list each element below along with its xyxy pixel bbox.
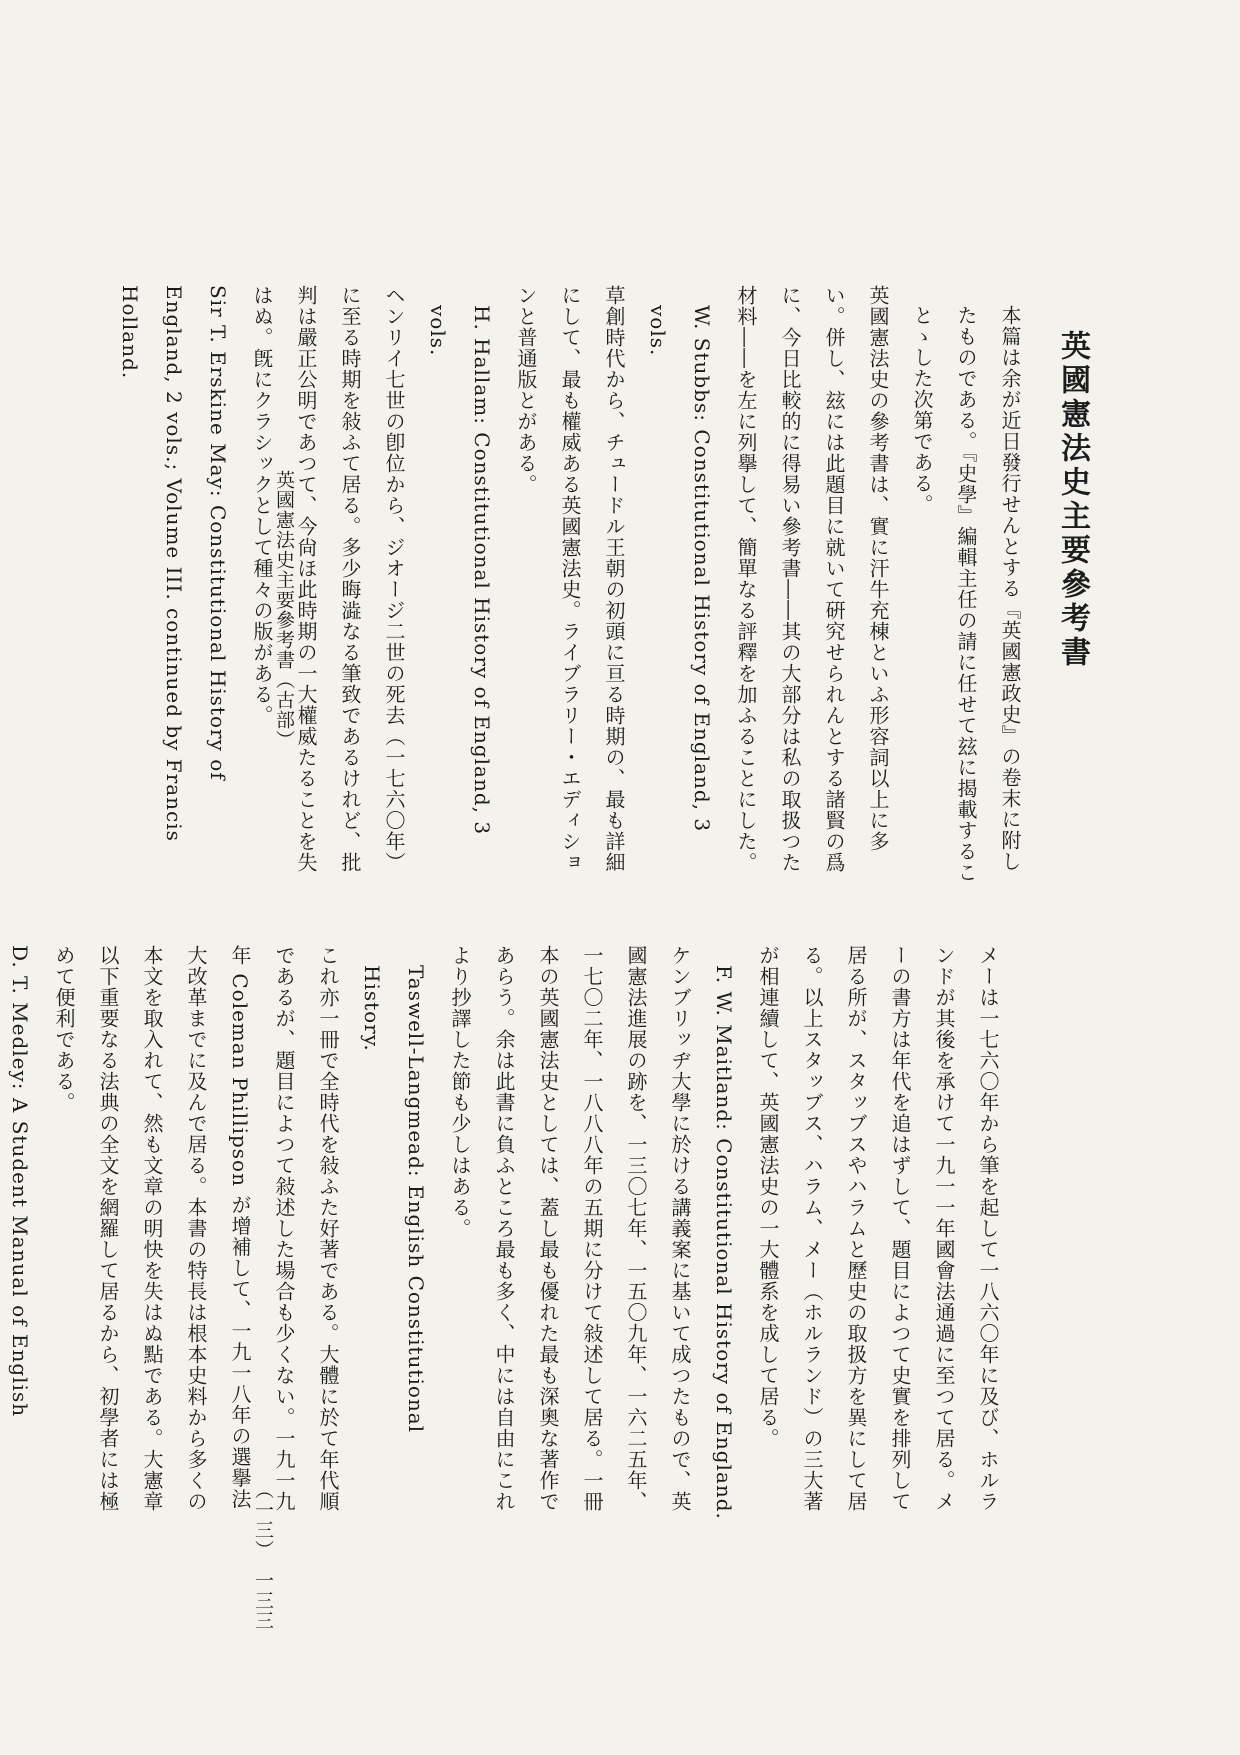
paragraph: 草創時代から、チュードル王朝の初頭に亘る時期の、最も詳細にして、最も權威ある英國憲法史。ライブラリー・エディションと普通版とがある。 [514,285,626,873]
bibliography-entry-medley: D. T. Medley: A Student Manual of English [8,945,32,1418]
bibliography-entry-stubbs: W. Stubbs: Constitutional History of England, 3 vols. [646,305,714,833]
bibliography-entry-taswell-langmead: Taswell-Langmead: English Constitutional History. [360,965,428,1434]
lower-text-block [0,945,1010,1525]
running-title: 英國憲法史主要參考書（古部） [273,470,295,750]
bibliography-entry-may: Sir T. Erskine May: Constitutional History of England, 2 vols.; Volume III. continued by Francis Holland. [118,285,230,842]
upper-text-block [108,285,1032,885]
article-title: 英國憲法史主要參考書 [1055,330,1090,670]
bibliography-entry-maitland: F. W. Maitland: Constitutional History of England. [712,965,736,1520]
intro-paragraph: 本篇は余が近日發行せんとする『英國憲政史』の卷末に附したものである。『史學』編輯主任の請に任せて玆に揭載することゝした次第である。 [910,305,1022,883]
paragraph: ヘンリイ七世の卽位から、ジオージ二世の死去（一七六〇年）に至る時期を敍ふて居る。多少晦澁なる筆致であるけれど、批判は嚴正公明であつて、今尙ほ此時期の一大權威たることを失はぬ。旣にクラシックとして種々の版がある。 [250,285,406,873]
page-number: （一三） 一三三 [252,1480,274,1631]
paragraph: ケンブリッヂ大學に於ける講義案に基いて成つたもので、英國憲法進展の跡を、一三〇七年、一五〇九年、一六二五年、一七〇二年、一八八八年の五期に分けて敍述して居る。一冊本の英國憲法史としては、蓋し最も優れた最も深奧な著作であらう。余は此書に負ふところ最も多く、中には自由にこれより抄譯した節も少しはある。 [448,945,692,1512]
bibliography-entry-hallam: H. Hallam: Constitutional History of England, 3 vols. [426,305,494,836]
paragraph: メーは一七六〇年から筆を起して一八六〇年に及び、ホルランドが其後を承けて一九一一年國會法通過に至つて居る。メーの書方は年代を追はずして、題目によつて史實を排列して居る所が、スタッブスやハラムと歷史の取扱方を異にして居る。以上スタッブス、ハラム、メー（ホルランド）の三大著が相連續して、英國憲法史の一大體系を成して居る。 [756,945,1000,1512]
paragraph: これ亦一冊で全時代を敍ふた好著である。大體に於て年代順であるが、題目によつて敍述した場合も少くない。一九一九年 Coleman Phillipson が增補して、一九一八年の選擧法大改革までに及んで居る。本書の特長は根本史料から多くの本文を取入れて、然も文章の明快を失はぬ點である。大憲章以下重要なる法典の全文を網羅して居るから、初學者には極めて便利である。 [52,945,340,1512]
paragraph: 英國憲法史の參考書は、實に汗牛充棟といふ形容詞以上に多い。併し、玆には此題目に就いて硏究せられんとする諸賢の爲に、今日比較的に得易い參考書――其の大部分は私の取扱つた材料――を左に列擧して、簡單なる評釋を加ふることにした。 [734,285,890,873]
